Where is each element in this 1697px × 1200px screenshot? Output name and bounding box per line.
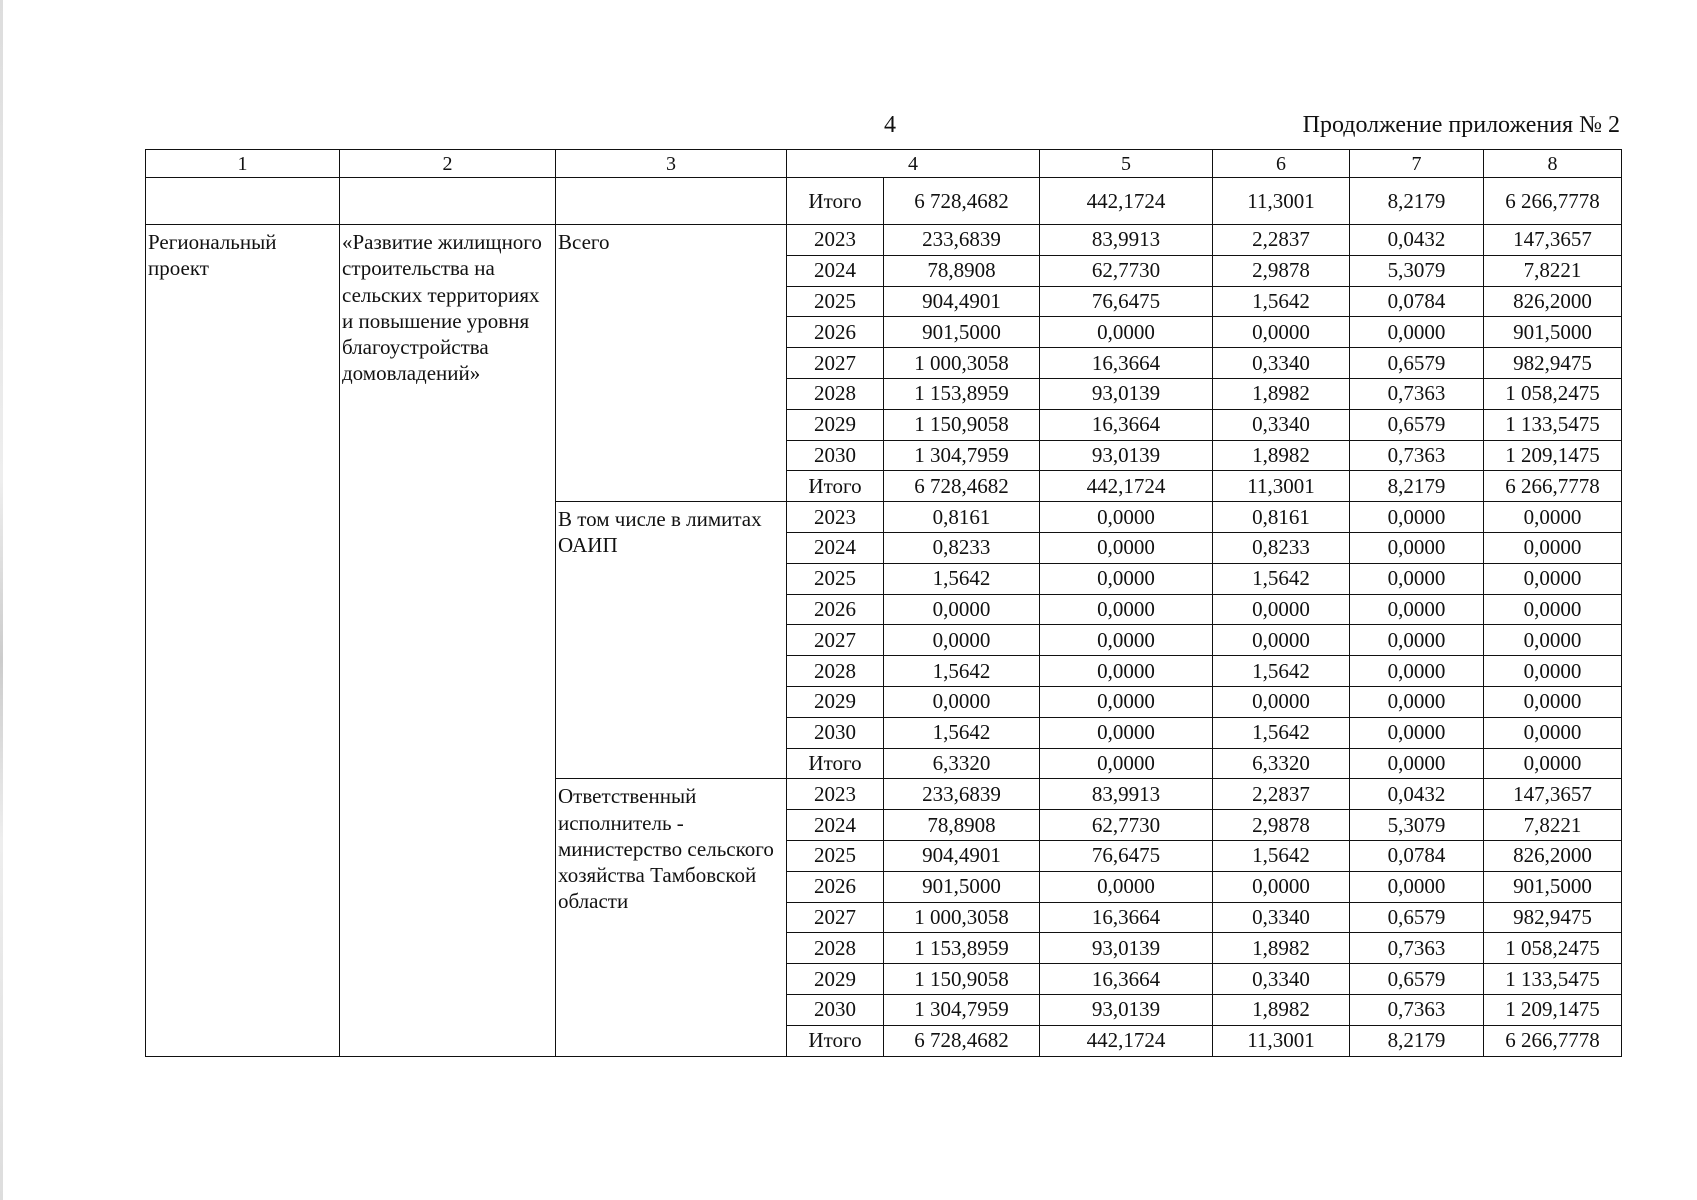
value-cell: 11,3001 xyxy=(1213,1025,1350,1056)
value-cell: 8,2179 xyxy=(1350,1025,1484,1056)
value-cell: 93,0139 xyxy=(1040,994,1213,1025)
value-cell: 78,8908 xyxy=(884,810,1040,841)
value-cell: 1 304,7959 xyxy=(884,440,1040,471)
value-cell: 83,9913 xyxy=(1040,779,1213,810)
value-cell: 0,0000 xyxy=(1350,656,1484,687)
value-cell: 0,0000 xyxy=(1040,748,1213,779)
value-cell: 147,3657 xyxy=(1484,225,1622,256)
value-cell: 0,0784 xyxy=(1350,286,1484,317)
value-cell: 1,5642 xyxy=(884,656,1040,687)
value-cell: 6 266,7778 xyxy=(1484,178,1622,225)
funding-group-label: В том числе в лимитах ОАИП xyxy=(556,502,787,779)
value-cell: 1,8982 xyxy=(1213,933,1350,964)
value-cell: 901,5000 xyxy=(884,317,1040,348)
value-cell: 6,3320 xyxy=(1213,748,1350,779)
value-cell: 6 728,4682 xyxy=(884,178,1040,225)
year-cell: 2024 xyxy=(787,810,884,841)
value-cell: 0,0000 xyxy=(1213,317,1350,348)
value-cell: 1,5642 xyxy=(884,563,1040,594)
value-cell: 901,5000 xyxy=(884,871,1040,902)
value-cell: 982,9475 xyxy=(1484,902,1622,933)
value-cell: 0,0432 xyxy=(1350,779,1484,810)
value-cell: 442,1724 xyxy=(1040,1025,1213,1056)
value-cell: 442,1724 xyxy=(1040,178,1213,225)
year-cell: 2025 xyxy=(787,563,884,594)
value-cell: 1 209,1475 xyxy=(1484,994,1622,1025)
header-row xyxy=(146,150,1622,178)
value-cell: 1,5642 xyxy=(1213,286,1350,317)
year-cell: 2026 xyxy=(787,594,884,625)
value-cell: 76,6475 xyxy=(1040,840,1213,871)
header-cell: 7 xyxy=(1350,150,1484,178)
value-cell: 7,8221 xyxy=(1484,255,1622,286)
value-cell: 0,7363 xyxy=(1350,378,1484,409)
value-cell: 1 058,2475 xyxy=(1484,933,1622,964)
value-cell: 0,8233 xyxy=(1213,532,1350,563)
value-cell: 0,8233 xyxy=(884,532,1040,563)
value-cell: 16,3664 xyxy=(1040,902,1213,933)
value-cell: 0,7363 xyxy=(1350,440,1484,471)
value-cell: 442,1724 xyxy=(1040,471,1213,502)
year-cell: 2023 xyxy=(787,779,884,810)
value-cell: 2,2837 xyxy=(1213,225,1350,256)
value-cell: 0,0000 xyxy=(884,686,1040,717)
table-row xyxy=(146,225,1622,256)
year-cell: 2029 xyxy=(787,964,884,995)
financing-table xyxy=(145,149,1622,1057)
value-cell: 1 304,7959 xyxy=(884,994,1040,1025)
value-cell: 1 000,3058 xyxy=(884,348,1040,379)
value-cell: 0,3340 xyxy=(1213,348,1350,379)
value-cell: 0,6579 xyxy=(1350,902,1484,933)
value-cell: 0,0000 xyxy=(884,625,1040,656)
value-cell: 76,6475 xyxy=(1040,286,1213,317)
year-cell: 2030 xyxy=(787,994,884,1025)
project-name-label: «Развитие жилищного строительства на сельских территориях и повышение уровня благоустройства домовладений» xyxy=(340,225,556,1057)
value-cell: 901,5000 xyxy=(1484,317,1622,348)
value-cell: 16,3664 xyxy=(1040,964,1213,995)
year-cell: 2024 xyxy=(787,255,884,286)
value-cell: 16,3664 xyxy=(1040,409,1213,440)
value-cell: 1,5642 xyxy=(1213,563,1350,594)
value-cell: 1 150,9058 xyxy=(884,409,1040,440)
continuation-heading: Продолжение приложения № 2 xyxy=(1302,112,1620,138)
value-cell: 0,0000 xyxy=(1040,532,1213,563)
value-cell: 0,0000 xyxy=(1350,871,1484,902)
value-cell: 1,8982 xyxy=(1213,378,1350,409)
year-cell: 2030 xyxy=(787,717,884,748)
value-cell: 62,7730 xyxy=(1040,810,1213,841)
value-cell: 0,0000 xyxy=(1350,717,1484,748)
value-cell: 0,3340 xyxy=(1213,409,1350,440)
value-cell: 901,5000 xyxy=(1484,871,1622,902)
value-cell: 0,0000 xyxy=(1484,594,1622,625)
value-cell: 0,0000 xyxy=(1484,625,1622,656)
scan-edge xyxy=(0,0,3,1200)
year-cell: 2028 xyxy=(787,378,884,409)
value-cell: 2,9878 xyxy=(1213,255,1350,286)
value-cell: 78,8908 xyxy=(884,255,1040,286)
value-cell: 1,5642 xyxy=(1213,656,1350,687)
value-cell: 6 266,7778 xyxy=(1484,1025,1622,1056)
value-cell: 0,8161 xyxy=(1213,502,1350,533)
value-cell: 0,6579 xyxy=(1350,964,1484,995)
value-cell: 1,8982 xyxy=(1213,440,1350,471)
value-cell: 6 266,7778 xyxy=(1484,471,1622,502)
value-cell: 982,9475 xyxy=(1484,348,1622,379)
value-cell: 1,8982 xyxy=(1213,994,1350,1025)
value-cell: 0,0000 xyxy=(1040,317,1213,348)
value-cell: 93,0139 xyxy=(1040,933,1213,964)
year-cell: Итого xyxy=(787,748,884,779)
value-cell: 6,3320 xyxy=(884,748,1040,779)
value-cell: 0,3340 xyxy=(1213,902,1350,933)
header-cell: 2 xyxy=(340,150,556,178)
value-cell: 0,7363 xyxy=(1350,994,1484,1025)
value-cell: 93,0139 xyxy=(1040,440,1213,471)
year-cell: 2024 xyxy=(787,532,884,563)
empty-cell xyxy=(556,178,787,225)
value-cell: 0,3340 xyxy=(1213,964,1350,995)
value-cell: 233,6839 xyxy=(884,225,1040,256)
year-cell: 2029 xyxy=(787,409,884,440)
project-type-label: Региональный проект xyxy=(146,225,340,1057)
value-cell: 1 153,8959 xyxy=(884,378,1040,409)
value-cell: 904,4901 xyxy=(884,840,1040,871)
value-cell: 0,0000 xyxy=(1040,717,1213,748)
value-cell: 11,3001 xyxy=(1213,178,1350,225)
value-cell: 93,0139 xyxy=(1040,378,1213,409)
value-cell: 0,0000 xyxy=(1350,686,1484,717)
value-cell: 0,0000 xyxy=(1484,532,1622,563)
page-number: 4 xyxy=(884,112,896,138)
value-cell: 1 000,3058 xyxy=(884,902,1040,933)
header-cell: 6 xyxy=(1213,150,1350,178)
value-cell: 2,2837 xyxy=(1213,779,1350,810)
year-cell: 2027 xyxy=(787,902,884,933)
value-cell: 0,8161 xyxy=(884,502,1040,533)
value-cell: 826,2000 xyxy=(1484,286,1622,317)
value-cell: 0,0000 xyxy=(1484,563,1622,594)
funding-group-label: Всего xyxy=(556,225,787,502)
value-cell: 0,0000 xyxy=(1040,502,1213,533)
value-cell: 8,2179 xyxy=(1350,471,1484,502)
year-cell: 2029 xyxy=(787,686,884,717)
value-cell: 0,0000 xyxy=(1213,594,1350,625)
year-cell: 2030 xyxy=(787,440,884,471)
value-cell: 0,0000 xyxy=(1040,871,1213,902)
value-cell: 0,0432 xyxy=(1350,225,1484,256)
value-cell: 0,0000 xyxy=(1484,748,1622,779)
funding-group-label: Ответственный исполнитель - министерство сельского хозяйства Тамбовской области xyxy=(556,779,787,1056)
year-cell: 2028 xyxy=(787,933,884,964)
empty-cell xyxy=(146,178,340,225)
value-cell: 16,3664 xyxy=(1040,348,1213,379)
value-cell: 0,0000 xyxy=(1350,532,1484,563)
value-cell: 1 058,2475 xyxy=(1484,378,1622,409)
value-cell: 0,0000 xyxy=(1484,656,1622,687)
year-cell: 2027 xyxy=(787,625,884,656)
year-cell: 2026 xyxy=(787,317,884,348)
value-cell: 1,5642 xyxy=(884,717,1040,748)
value-cell: 5,3079 xyxy=(1350,255,1484,286)
value-cell: 0,0000 xyxy=(1484,717,1622,748)
value-cell: 0,0000 xyxy=(1484,502,1622,533)
value-cell: 0,0000 xyxy=(1040,656,1213,687)
value-cell: 1 153,8959 xyxy=(884,933,1040,964)
value-cell: 0,6579 xyxy=(1350,409,1484,440)
year-cell: 2027 xyxy=(787,348,884,379)
year-cell: Итого xyxy=(787,471,884,502)
value-cell: 0,0000 xyxy=(1040,625,1213,656)
value-cell: 1,5642 xyxy=(1213,717,1350,748)
carried-total-row xyxy=(146,178,1622,225)
value-cell: 6 728,4682 xyxy=(884,471,1040,502)
empty-cell xyxy=(340,178,556,225)
value-cell: 6 728,4682 xyxy=(884,1025,1040,1056)
value-cell: 0,0000 xyxy=(1350,594,1484,625)
header-cell: 3 xyxy=(556,150,787,178)
value-cell: 0,0784 xyxy=(1350,840,1484,871)
year-cell: 2023 xyxy=(787,225,884,256)
value-cell: 0,0000 xyxy=(1350,748,1484,779)
value-cell: 0,0000 xyxy=(1484,686,1622,717)
header-cell: 5 xyxy=(1040,150,1213,178)
value-cell: 0,0000 xyxy=(1040,563,1213,594)
header-cell: 8 xyxy=(1484,150,1622,178)
value-cell: 1 133,5475 xyxy=(1484,964,1622,995)
value-cell: 904,4901 xyxy=(884,286,1040,317)
value-cell: 0,6579 xyxy=(1350,348,1484,379)
value-cell: 826,2000 xyxy=(1484,840,1622,871)
year-cell: 2025 xyxy=(787,286,884,317)
value-cell: 5,3079 xyxy=(1350,810,1484,841)
value-cell: 233,6839 xyxy=(884,779,1040,810)
value-cell: 7,8221 xyxy=(1484,810,1622,841)
value-cell: 0,0000 xyxy=(884,594,1040,625)
value-cell: 0,0000 xyxy=(1350,563,1484,594)
year-cell: 2026 xyxy=(787,871,884,902)
value-cell: 0,0000 xyxy=(1350,502,1484,533)
value-cell: 62,7730 xyxy=(1040,255,1213,286)
value-cell: 1 209,1475 xyxy=(1484,440,1622,471)
value-cell: 2,9878 xyxy=(1213,810,1350,841)
year-cell: 2028 xyxy=(787,656,884,687)
value-cell: 0,0000 xyxy=(1350,625,1484,656)
value-cell: 1 150,9058 xyxy=(884,964,1040,995)
value-cell: 0,0000 xyxy=(1213,686,1350,717)
value-cell: 0,0000 xyxy=(1040,594,1213,625)
header-cell: 1 xyxy=(146,150,340,178)
year-cell: Итого xyxy=(787,178,884,225)
value-cell: 83,9913 xyxy=(1040,225,1213,256)
value-cell: 11,3001 xyxy=(1213,471,1350,502)
value-cell: 0,0000 xyxy=(1213,625,1350,656)
year-cell: 2025 xyxy=(787,840,884,871)
value-cell: 1 133,5475 xyxy=(1484,409,1622,440)
value-cell: 0,7363 xyxy=(1350,933,1484,964)
value-cell: 0,0000 xyxy=(1350,317,1484,348)
header-cell: 4 xyxy=(787,150,1040,178)
value-cell: 0,0000 xyxy=(1213,871,1350,902)
value-cell: 147,3657 xyxy=(1484,779,1622,810)
year-cell: 2023 xyxy=(787,502,884,533)
value-cell: 8,2179 xyxy=(1350,178,1484,225)
value-cell: 1,5642 xyxy=(1213,840,1350,871)
year-cell: Итого xyxy=(787,1025,884,1056)
value-cell: 0,0000 xyxy=(1040,686,1213,717)
